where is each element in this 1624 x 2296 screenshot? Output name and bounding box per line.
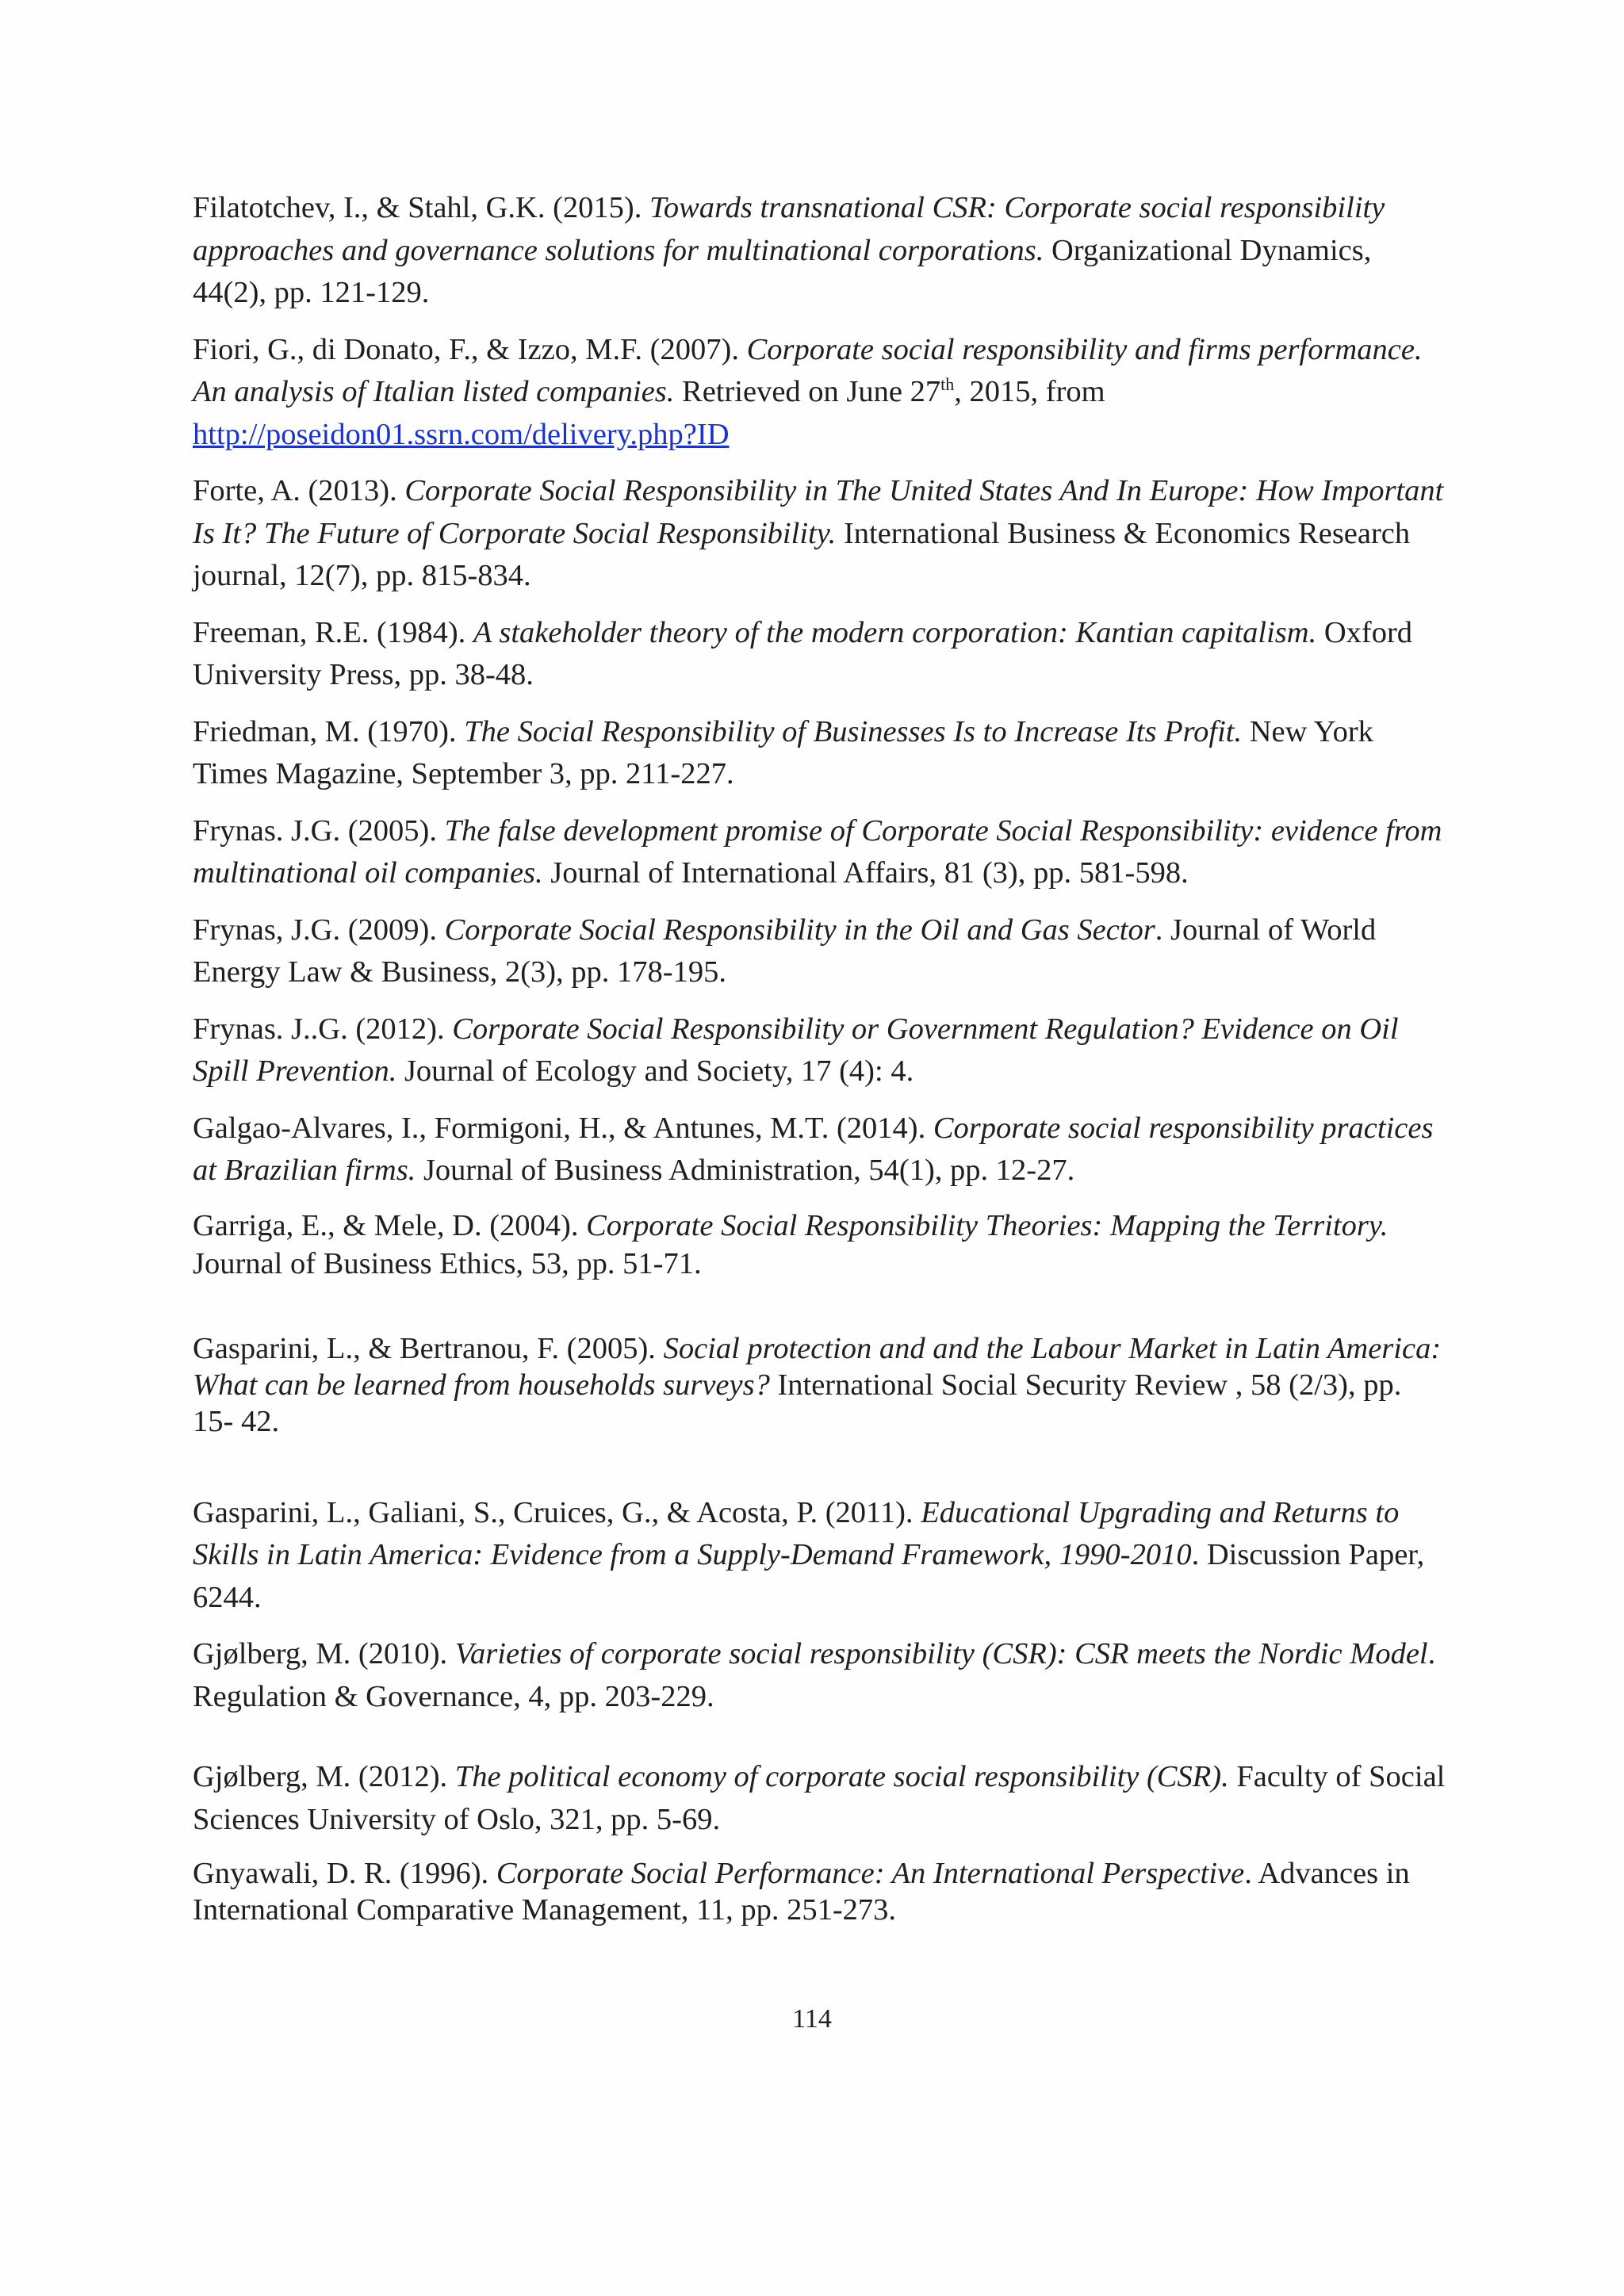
reference-entry: Friedman, M. (1970). The Social Responsibility of Businesses Is to Increase Its Profit. New York Times Magazine, September 3, pp. 211-227.: [193, 714, 1373, 790]
reference-entry: Gnyawali, D. R. (1996). Corporate Social Performance: An International Perspective. Advances in International Comparative Management, 11, pp. 251-273.: [193, 1857, 1410, 1927]
page-number: 114: [792, 2004, 832, 2034]
reference-title: Corporate social responsibility practices at Brazilian firms.: [193, 1111, 1434, 1187]
reference-title: Corporate Social Responsibility or Government Regulation? Evidence on Oil Spill Prevention.: [193, 1012, 1399, 1088]
reference-entry: Fiori, G., di Donato, F., & Izzo, M.F. (2007). Corporate social responsibility and firms performance. An analysis of Italian listed companies. Retrieved on June 27th, 2015, from http://poseidon01.ssrn.com/delivery.php?ID: [193, 332, 1423, 451]
reference-title: Varieties of corporate social responsibility (CSR): CSR meets the Nordic Model: [454, 1637, 1428, 1670]
reference-title: Educational Upgrading and Returns to Skills in Latin America: Evidence from a Supply-Demand Framework, 1990-2010: [193, 1495, 1400, 1571]
reference-title: A stakeholder theory of the modern corporation: Kantian capitalism.: [473, 615, 1317, 649]
reference-entry: Gjølberg, M. (2012). The political economy of corporate social responsibility (CSR). Faculty of Social Sciences University of Oslo, 321, pp. 5-69.: [193, 1760, 1446, 1836]
reference-entry: Gasparini, L., Galiani, S., Cruices, G., & Acosta, P. (2011). Educational Upgrading and Returns to Skills in Latin America: Evidence from a Supply-Demand Framework, 1990-2010. Discussion Paper, 6244.: [193, 1495, 1425, 1614]
reference-entry: Frynas. J..G. (2012). Corporate Social Responsibility or Government Regulation? Evidence on Oil Spill Prevention. Journal of Ecology and Society, 17 (4): 4.: [193, 1012, 1399, 1088]
reference-title: Corporate Social Performance: An International Perspective: [496, 1857, 1245, 1890]
reference-entry: Garriga, E., & Mele, D. (2004). Corporate Social Responsibility Theories: Mapping the Territory. Journal of Business Ethics, 53, pp. 51-71.: [193, 1208, 1388, 1280]
reference-entry: Filatotchev, I., & Stahl, G.K. (2015). Towards transnational CSR: Corporate social responsibility approaches and governance solutions for multinational corporations. Organizational Dynamics, 44(2), pp. 121-129.: [193, 191, 1385, 309]
reference-link[interactable]: http://poseidon01.ssrn.com/delivery.php?ID: [193, 417, 730, 451]
reference-title: Corporate Social Responsibility in the Oil and Gas Sector: [444, 913, 1155, 947]
reference-title: The false development promise of Corporate Social Responsibility: evidence from multinational oil companies.: [193, 813, 1442, 890]
reference-title: Corporate Social Responsibility Theories: Mapping the Territory.: [586, 1208, 1388, 1242]
reference-title: The Social Responsibility of Businesses Is to Increase Its Profit.: [464, 714, 1243, 748]
reference-title: Corporate social responsibility and firms performance. An analysis of Italian listed companies.: [193, 332, 1423, 408]
reference-list: [193, 187, 1447, 1928]
reference-entry: Freeman, R.E. (1984). A stakeholder theory of the modern corporation: Kantian capitalism. Oxford University Press, pp. 38-48.: [193, 615, 1413, 691]
reference-title: Social protection and and the Labour Market in Latin America: What can be learned from households surveys?: [193, 1331, 1442, 1402]
reference-entry: Gjølberg, M. (2010). Varieties of corporate social responsibility (CSR): CSR meets the Nordic Model. Regulation & Governance, 4, pp. 203-229.: [193, 1637, 1436, 1713]
reference-entry: Frynas, J.G. (2009). Corporate Social Responsibility in the Oil and Gas Sector. Journal of World Energy Law & Business, 2(3), pp. 178-195.: [193, 913, 1377, 989]
reference-title: The political economy of corporate social responsibility (CSR).: [454, 1760, 1229, 1793]
reference-entry: Forte, A. (2013). Corporate Social Responsibility in The United States And In Europe: How Important Is It? The Future of Corporate Social Responsibility. International Business & Economics Research journal, 12(7), pp. 815-834.: [193, 474, 1444, 592]
reference-title: Corporate Social Responsibility in The United States And In Europe: How Important Is It? The Future of Corporate Social Responsibility.: [193, 474, 1444, 550]
reference-entry: Frynas. J.G. (2005). The false development promise of Corporate Social Responsibility: evidence from multinational oil companies. Journal of International Affairs, 81 (3), pp. 581-598.: [193, 813, 1442, 890]
reference-title: Towards transnational CSR: Corporate social responsibility approaches and governance solutions for multinational corporations.: [193, 191, 1385, 267]
reference-entry: Gasparini, L., & Bertranou, F. (2005). Social protection and and the Labour Market in Latin America: What can be learned from households surveys? International Social Security Review , 58 (2/3), pp. 15- 42.: [193, 1331, 1442, 1438]
reference-entry: Galgao-Alvares, I., Formigoni, H., & Antunes, M.T. (2014). Corporate social responsibility practices at Brazilian firms. Journal of Business Administration, 54(1), pp. 12-27.: [193, 1111, 1434, 1187]
